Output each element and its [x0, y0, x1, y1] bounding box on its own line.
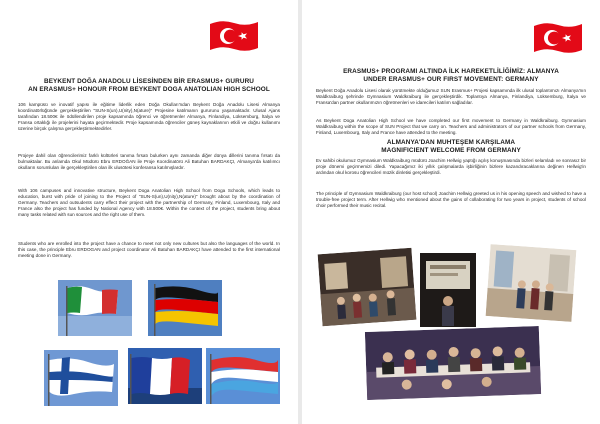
right-paragraph-3: Ev sahibi okulumuz Gymnasium Waldkraiburg müdürü Joachim Hellwig yaptığı açılış konuşmasında bizleri selamladı ve sonrasız bir proje dönemi geçirmemizi diledi. Yapacağımız iki yıllık çalışmalarda işbirliğinin bizlere kazandıracaklarına değinen Hellwig'in ardından okul korosu öğrencileri müzik dinletisi gerçekleştirdi.	[316, 158, 586, 176]
left-paragraph-2: Projeye dahil olan öğrencilerimiz farklı kültürleri tanıma fırsatı bulurken aynı zamanda diğer dünya dillerini tanıma fırsatı da bulmaktalar. Bu anlamda Okul Müdürü Ebru ERDOĞAN ile Proje Koordinatörü Ali Batuhan BARDAKÇI, Almanya'da katılımcı okulların sorumluları ile gerçekleştirilen olan ilk ulusötesi konferansa katılmışlardır.	[18, 153, 280, 171]
right-page	[302, 0, 600, 424]
france-flag-photo	[128, 348, 202, 404]
turkey-flag-icon	[208, 18, 260, 54]
right-title-en: UNDER ERASMUS+ OUR FIRST MOVEMENT: GERMANY	[363, 75, 539, 83]
right-paragraph-1: Beykent Doğa Anadolu Lisesi olarak yürütmekte olduğumuz SUN Erasmus+ Projesi kapsamında ilk ulusal toplantımızı Almanya'nın Waldkraiburg şehrinde Gymnasium Waldkraiburg ile gerçekleştirdik. Toplantıya Almanya, Finlandiya, Lüksemburg, İtalya ve Fransa'dan partner okullarımızın öğretmenleri ve idarecileri katılım sağladılar.	[316, 88, 586, 106]
left-title-en: AN ERASMUS+ HONOUR FROM BEYKENT DOGA ANATOLIAN HIGH SCHOOL	[28, 85, 270, 93]
meeting-hall-photo	[318, 248, 417, 326]
right-page-title	[316, 68, 586, 83]
left-paragraph-3: With 106 campuses and innovative structure, Beykent Doga Anatolian High School from Doga Schools, which leads to education, burst with pride of joining to the Project of "SUN-S(un),U(nity),N(ature)" brought about by the coordination of Germany. Teachers and outsudents carry effect their project with the partnership of Germany, Finland, Luxembourg, Italy and France also the project has funded by National Agency with 18.500€. Within the context of the project, students bring about many tasks related with sun sources and the right use of them.	[18, 188, 280, 218]
welcome-title-tr: ALMANYA'DAN MUHTEŞEM KARŞILAMA	[386, 139, 516, 146]
left-page-title	[18, 78, 280, 93]
italy-flag-photo	[58, 280, 132, 336]
group-dinner-photo	[365, 326, 541, 400]
luxembourg-flag-photo	[206, 348, 280, 404]
left-title-tr: BEYKENT DOĞA ANADOLU LİSESİNDEN BİR ERASMUS+ GURURU	[43, 78, 255, 85]
right-title-tr: ERASMUS+ PROGRAMI ALTINDA İLK HAREKETLİLİĞİMİZ: ALMANYA	[343, 68, 559, 75]
left-paragraph-4: Students who are enrolled into the project have a chance to meet not only new cultures but also the languages of the world. In this case, the principle Ebru ERDOGAN and project coordinator Ali Batuhan BARDAKÇI have attended to the first international meeting done in Germany.	[18, 241, 280, 259]
right-paragraph-2: As Beykent Doga Anatolian High School we have completed our first movement to Germany in Waldkraiburg. Gymnasium Waldkraiburg within the scope of SUN Project that we carry on. Teachers and administrators of our partner schools from Germany, Finland, Luxembourg, Italy and France have attended to the meeting.	[316, 118, 586, 136]
welcome-title-en: MAGNIFICIENT WELCOME FROM GERMANY	[381, 146, 521, 154]
welcome-title	[316, 139, 586, 154]
presentation-photo	[420, 253, 476, 327]
left-paragraph-1: 106 kampüsü ve inovatif yapısı ile eğitime liderlik eden Doğa Okulları'ndan Beykent Doğa Anadolu Lisesi Almanya koordinatörlüğünde gerçekleştirilen "SUN-S(un),U(nity),N(ature)" Projesine katılmanın gururunu yaşamaktadır. Ulusal Ajans tarafından 18.500€ ile ödüllendirilen proje kapsamında öğrenci ve öğretmenler Almanya, Finlandiya, Lüksemburg, İtalya ve Fransa ortaklığı ile projelerini hayata geçirmektedir. Proje kapsamında öğrenciler güneş kaynaklarının etkili ve doğru kullanımı üzerine birçok çalışma gerçekleştirmektedirler.	[18, 102, 280, 132]
finland-flag-photo	[44, 350, 118, 406]
germany-flag-photo	[148, 280, 222, 336]
right-paragraph-4: The principle of Gymnasium Waldkraiburg (our host school) Joachim Hellwig greeted us in his opening speech and wished to have a trouble-free project term. After Hellwig who mentioned about the gains of collaborating for two years in project, students of school choir performed their music recital.	[316, 191, 586, 209]
turkey-flag-icon	[532, 20, 584, 56]
school-corridor-photo	[486, 244, 577, 322]
left-page	[0, 0, 298, 424]
